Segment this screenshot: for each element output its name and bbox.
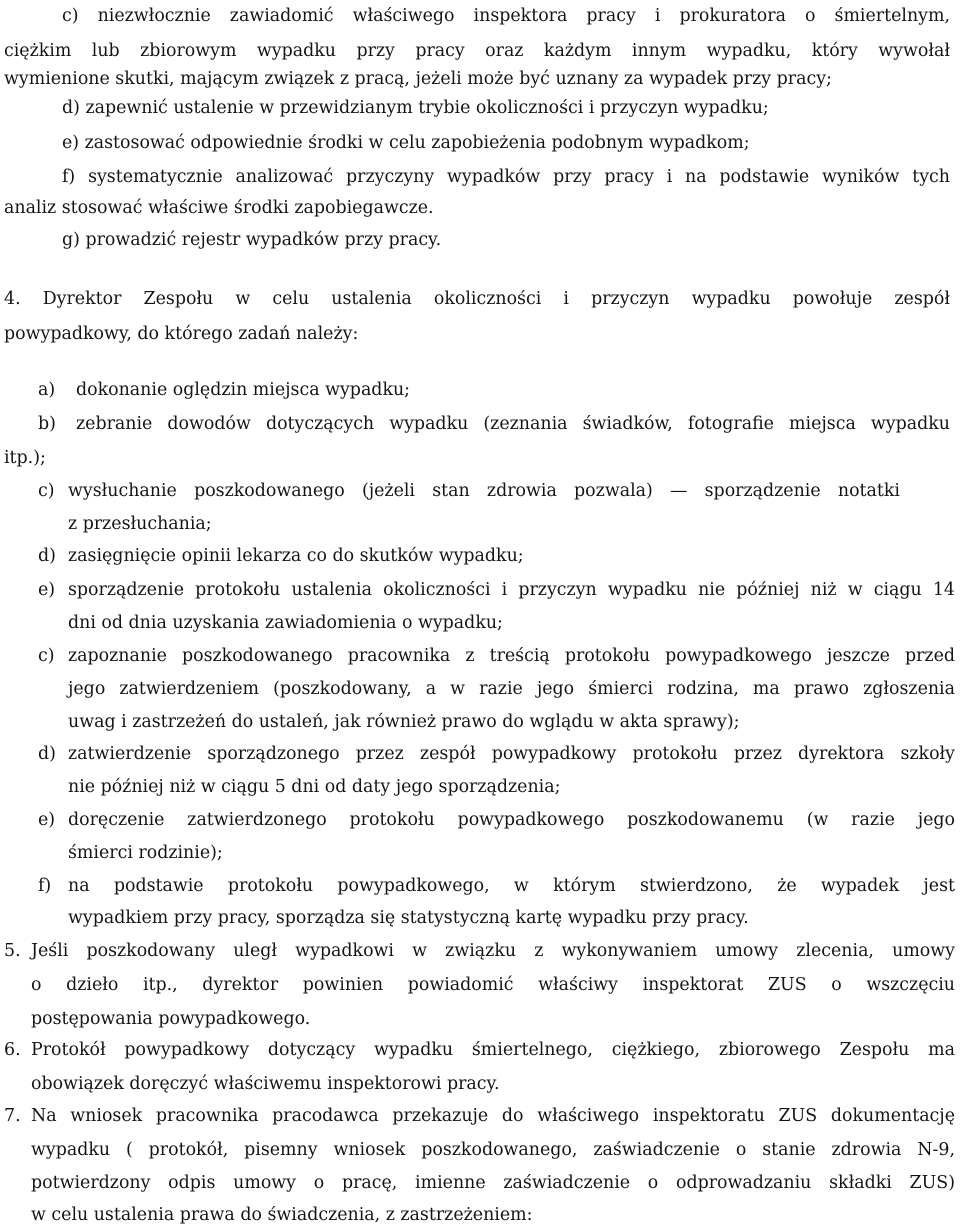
point6-line1: Protokół powypadkowy dotyczący wypadku śmiertelnego, ciężkiego, zbiorowego Zespołu ma — [31, 1040, 955, 1060]
point4-line1: 4. Dyrektor Zespołu w celu ustalenia okoliczności i przyczyn wypadku powołuje zespół — [4, 289, 950, 309]
list-marker-e2: e) — [38, 810, 56, 830]
point5-marker: 5. — [4, 941, 21, 961]
list-marker-a: a) — [38, 380, 56, 400]
item-c-line2: ciężkim lub zbiorowym wypadku przy pracy oraz każdym innym wypadku, który wywołał — [4, 41, 950, 61]
list-marker-f: f) — [38, 876, 52, 896]
item-c-line1: c) niezwłocznie zawiadomić właściwego inspektora pracy i prokuratora o śmiertelnym, — [62, 6, 950, 26]
list-item-f-line2: wypadkiem przy pracy, sporządza się statystyczną kartę wypadku przy pracy. — [68, 908, 749, 928]
list-item-c2-line2: jego zatwierdzeniem (poszkodowany, a w razie jego śmierci rodzina, ma prawo zgłoszenia — [68, 679, 955, 699]
list-item-a: dokonanie oględzin miejsca wypadku; — [76, 380, 411, 400]
item-e: e) zastosować odpowiednie środki w celu zapobieżenia podobnym wypadkom; — [62, 133, 750, 153]
list-item-b-line1: zebranie dowodów dotyczących wypadku (zeznania świadków, fotografie miejsca wypadku — [76, 414, 950, 434]
item-f-line1: f) systematycznie analizować przyczyny wypadków przy pracy i na podstawie wyników tych — [62, 167, 950, 187]
point5-line3: postępowania powypadkowego. — [31, 1009, 311, 1029]
point7-line4: w celu ustalenia prawa do świadczenia, z zastrzeżeniem: — [31, 1205, 533, 1225]
list-item-c2-line1: zapoznanie poszkodowanego pracownika z treścią protokołu powypadkowego jeszcze przed — [68, 646, 955, 666]
list-item-e-line2: dni od dnia uzyskania zawiadomienia o wypadku; — [68, 613, 503, 633]
item-c-line3: wymienione skutki, mającym związek z pracą, jeżeli może być uznany za wypadek przy pracy; — [4, 69, 832, 89]
list-marker-c2: c) — [38, 646, 55, 666]
point7-line3: potwierdzony odpis umowy o pracę, imienne zaświadczenie o odprowadzaniu składki ZUS) — [31, 1173, 955, 1193]
list-item-e2-line2: śmierci rodzinie); — [68, 843, 223, 863]
list-item-d2-line2: nie później niż w ciągu 5 dni od daty jego sporządzenia; — [68, 777, 561, 797]
list-item-b-line2: itp.); — [4, 448, 46, 468]
list-item-c2-line3: uwag i zastrzeżeń do ustaleń, jak również prawo do wglądu w akta sprawy); — [68, 712, 740, 732]
list-item-c-line1: wysłuchanie poszkodowanego (jeżeli stan zdrowia pozwala) — sporządzenie notatki — [68, 481, 900, 501]
list-marker-d2: d) — [38, 744, 56, 764]
point4-line2: powypadkowy, do którego zadań należy: — [4, 324, 359, 344]
point5-line2: o dzieło itp., dyrektor powinien powiadomić właściwy inspektorat ZUS o wszczęciu — [31, 975, 955, 995]
list-item-d2-line1: zatwierdzenie sporządzonego przez zespół powypadkowy protokołu przez dyrektora szkoły — [68, 744, 955, 764]
point6-marker: 6. — [4, 1040, 21, 1060]
list-item-e-line1: sporządzenie protokołu ustalenia okoliczności i przyczyn wypadku nie później niż w ciągu 14 — [68, 580, 955, 600]
list-marker-b: b) — [38, 414, 56, 434]
item-d: d) zapewnić ustalenie w przewidzianym trybie okoliczności i przyczyn wypadku; — [62, 98, 769, 118]
item-g: g) prowadzić rejestr wypadków przy pracy. — [62, 230, 442, 250]
list-marker-c: c) — [38, 481, 55, 501]
point6-line2: obowiązek doręczyć właściwemu inspektorowi pracy. — [31, 1074, 500, 1094]
point7-line1: Na wniosek pracownika pracodawca przekazuje do właściwego inspektoratu ZUS dokumentację — [31, 1106, 955, 1126]
list-item-d: zasięgnięcie opinii lekarza co do skutków wypadku; — [68, 546, 524, 566]
point7-line2: wypadku ( protokół, pisemny wniosek poszkodowanego, zaświadczenie o stanie zdrowia N-9, — [31, 1140, 955, 1160]
list-marker-d: d) — [38, 546, 56, 566]
list-item-f-line1: na podstawie protokołu powypadkowego, w którym stwierdzono, że wypadek jest — [68, 876, 955, 896]
point7-marker: 7. — [4, 1106, 21, 1126]
point5-line1: Jeśli poszkodowany uległ wypadkowi w związku z wykonywaniem umowy zlecenia, umowy — [31, 941, 955, 961]
list-marker-e: e) — [38, 580, 56, 600]
list-item-e2-line1: doręczenie zatwierdzonego protokołu powypadkowego poszkodowanemu (w razie jego — [68, 810, 955, 830]
list-item-c-line2: z przesłuchania; — [68, 514, 212, 534]
item-f-line2: analiz stosować właściwe środki zapobiegawcze. — [4, 198, 434, 218]
